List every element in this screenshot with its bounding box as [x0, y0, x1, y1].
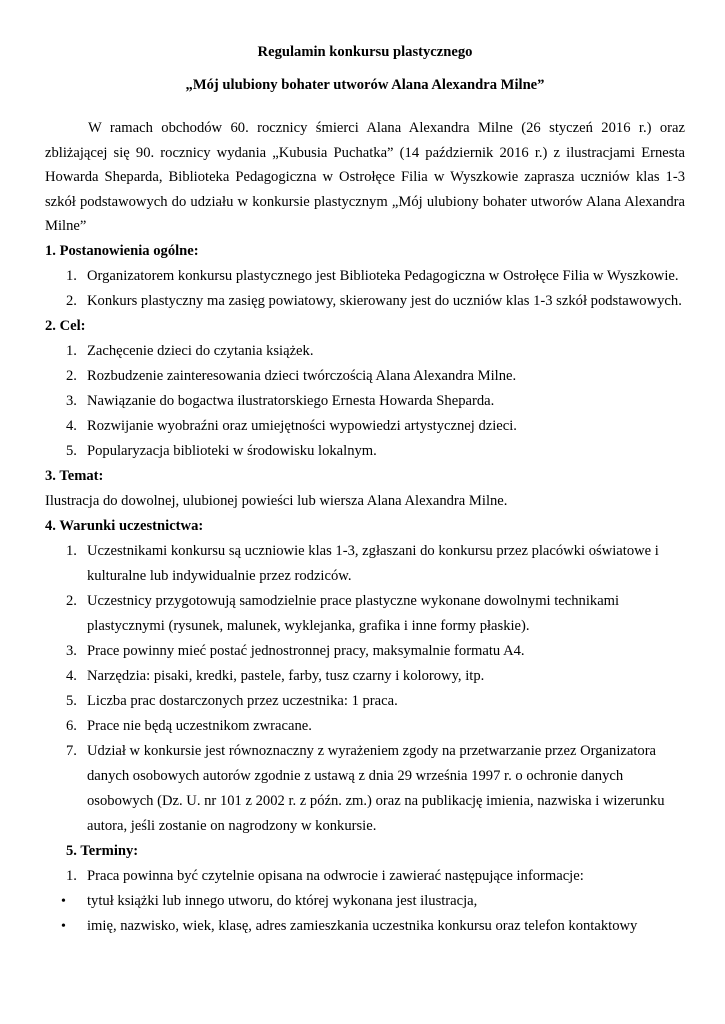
intro-paragraph: W ramach obchodów 60. rocznicy śmierci Alana Alexandra Milne (26 styczeń 2016 r.) oraz zbliżającej się 90. rocznicy wydania „Kubusia Puchatka” (14 październik 2016 r.) z ilustracjami Ernesta Howarda Sheparda, Biblioteka Pedagogiczna w Ostrołęce Filia w Wyszkowie zaprasza uczniów klas 1-3 szkół podstawowych do udziału w konkursie plastycznym „Mój ulubiony bohater utworów Alana Alexandra Milne” — [45, 120, 685, 234]
section-heading-deadlines: 5. Terminy: — [66, 842, 139, 859]
list-item: 5. Popularyzacja biblioteki w środowisku lokalnym. — [66, 442, 377, 459]
deadlines-bullet-list — [45, 889, 685, 939]
bullet-icon: • — [61, 918, 66, 934]
list-item: 4. Narzędzia: pisaki, kredki, pastele, farby, tusz czarny i kolorowy, itp. — [66, 667, 485, 684]
goal-list — [45, 339, 685, 464]
list-item: 2. Uczestnicy przygotowują samodzielnie prace plastyczne wykonane dowolnymi technikami plastycznymi (rysunek, malunek, wyklejanka, grafika i inne formy płaskie). — [66, 592, 620, 634]
conditions-list — [45, 539, 685, 839]
document-title: Regulamin konkursu plastycznego — [257, 44, 473, 60]
list-item: 5. Liczba prac dostarczonych przez uczestnika: 1 praca. — [66, 692, 398, 709]
list-item: 3. Nawiązanie do bogactwa ilustratorskiego Ernesta Howarda Sheparda. — [66, 392, 495, 409]
list-item: 1. Praca powinna być czytelnie opisana na odwrocie i zawierać następujące informacje: — [66, 867, 584, 884]
list-item: 3. Prace powinny mieć postać jednostronnej pracy, maksymalnie formatu A4. — [66, 642, 525, 659]
section-heading-topic: 3. Temat: — [45, 467, 104, 484]
list-item: 4. Rozwijanie wyobraźni oraz umiejętności wypowiedzi artystycznej dzieci. — [66, 417, 517, 434]
list-item: 2. Konkurs plastyczny ma zasięg powiatowy, skierowany jest do uczniów klas 1-3 szkół podstawowych. — [66, 292, 682, 309]
list-item: 1. Zachęcenie dzieci do czytania książek. — [66, 342, 314, 359]
section-heading-general: 1. Postanowienia ogólne: — [45, 242, 199, 259]
general-provisions-list — [45, 264, 685, 314]
bullet-item: • imię, nazwisko, wiek, klasę, adres zamieszkania uczestnika konkursu oraz telefon kontaktowy — [45, 914, 685, 939]
bullet-item: • tytuł książki lub innego utworu, do której wykonana jest ilustracja, — [45, 889, 685, 914]
topic-text: Ilustracja do dowolnej, ulubionej powieści lub wiersza Alana Alexandra Milne. — [45, 492, 508, 509]
document-subtitle: „Mój ulubiony bohater utworów Alana Alexandra Milne” — [185, 77, 545, 93]
list-item: 1. Organizatorem konkursu plastycznego jest Biblioteka Pedagogiczna w Ostrołęce Filia w Wyszkowie. — [66, 267, 679, 284]
list-item: 6. Prace nie będą uczestnikom zwracane. — [66, 717, 312, 734]
bullet-icon: • — [61, 893, 66, 909]
section-heading-conditions: 4. Warunki uczestnictwa: — [45, 517, 204, 534]
list-item: 2. Rozbudzenie zainteresowania dzieci twórczością Alana Alexandra Milne. — [66, 367, 517, 384]
deadlines-list — [45, 864, 685, 889]
section-heading-goal: 2. Cel: — [45, 317, 86, 334]
list-item: 7. Udział w konkursie jest równoznaczny z wyrażeniem zgody na przetwarzanie przez Organizatora danych osobowych autorów zgodnie z ustawą z dnia 29 września 1997 r. o ochronie danych osobowych (Dz. U. nr 101 z 2002 r. z późn. zm.) oraz na publikację imienia, nazwiska i wizerunku autora, jeśli zostanie on nagrodzony w konkursie. — [66, 742, 665, 834]
list-item: 1. Uczestnikami konkursu są uczniowie klas 1-3, zgłaszani do konkursu przez placówki oświatowe i kulturalne lub indywidualnie przez rodziców. — [66, 542, 659, 584]
